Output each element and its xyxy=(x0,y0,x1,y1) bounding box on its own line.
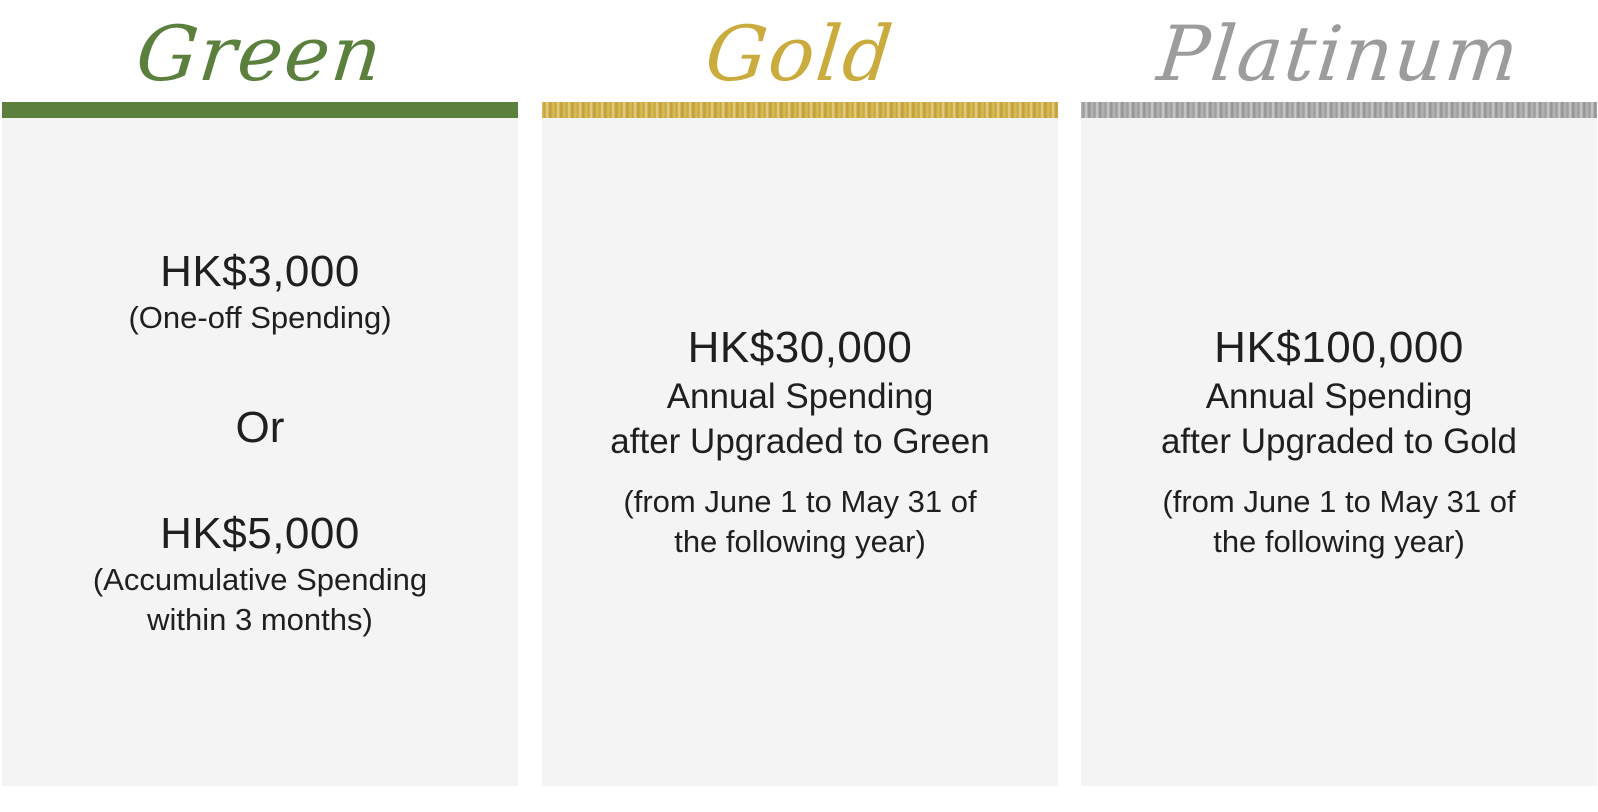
threshold-one-off xyxy=(2,246,518,338)
note-platinum-line2: the following year) xyxy=(1213,524,1465,559)
amount-gold: HK$30,000 xyxy=(687,323,913,372)
threshold-accumulative xyxy=(2,508,518,640)
note-gold-line2: the following year) xyxy=(674,524,926,559)
threshold-platinum xyxy=(1081,322,1597,562)
tier-title-platinum: Platinum xyxy=(1153,9,1525,98)
tier-card-green xyxy=(2,0,518,786)
subtitle-platinum-line2: after Upgraded to Gold xyxy=(1160,422,1518,461)
tier-bar-gold xyxy=(542,102,1058,118)
note-one-off: (One-off Spending) xyxy=(128,300,392,335)
tier-panel-gold xyxy=(542,118,1058,786)
tier-bar-platinum xyxy=(1081,102,1597,118)
note-accumulative-line2: within 3 months) xyxy=(147,602,373,637)
subtitle-gold-line1: Annual Spending xyxy=(666,377,934,416)
note-gold-line1: (from June 1 to May 31 of xyxy=(623,484,977,519)
amount-accumulative: HK$5,000 xyxy=(160,509,360,558)
note-accumulative-line1: (Accumulative Spending xyxy=(92,562,428,597)
tier-title-gold: Gold xyxy=(701,9,899,98)
threshold-gold xyxy=(542,322,1058,562)
note-platinum-line1: (from June 1 to May 31 of xyxy=(1162,484,1516,519)
tier-bar-green xyxy=(2,102,518,118)
subtitle-gold-line2: after Upgraded to Green xyxy=(610,422,990,461)
tier-panel-platinum xyxy=(1081,118,1597,786)
tier-title-green: Green xyxy=(132,9,388,98)
tier-panel-green xyxy=(2,118,518,786)
tier-card-platinum xyxy=(1081,0,1597,786)
subtitle-platinum-line1: Annual Spending xyxy=(1205,377,1473,416)
tier-card-gold xyxy=(542,0,1058,786)
amount-one-off: HK$3,000 xyxy=(160,247,360,296)
amount-platinum: HK$100,000 xyxy=(1214,323,1464,372)
or-separator: Or xyxy=(235,403,285,452)
